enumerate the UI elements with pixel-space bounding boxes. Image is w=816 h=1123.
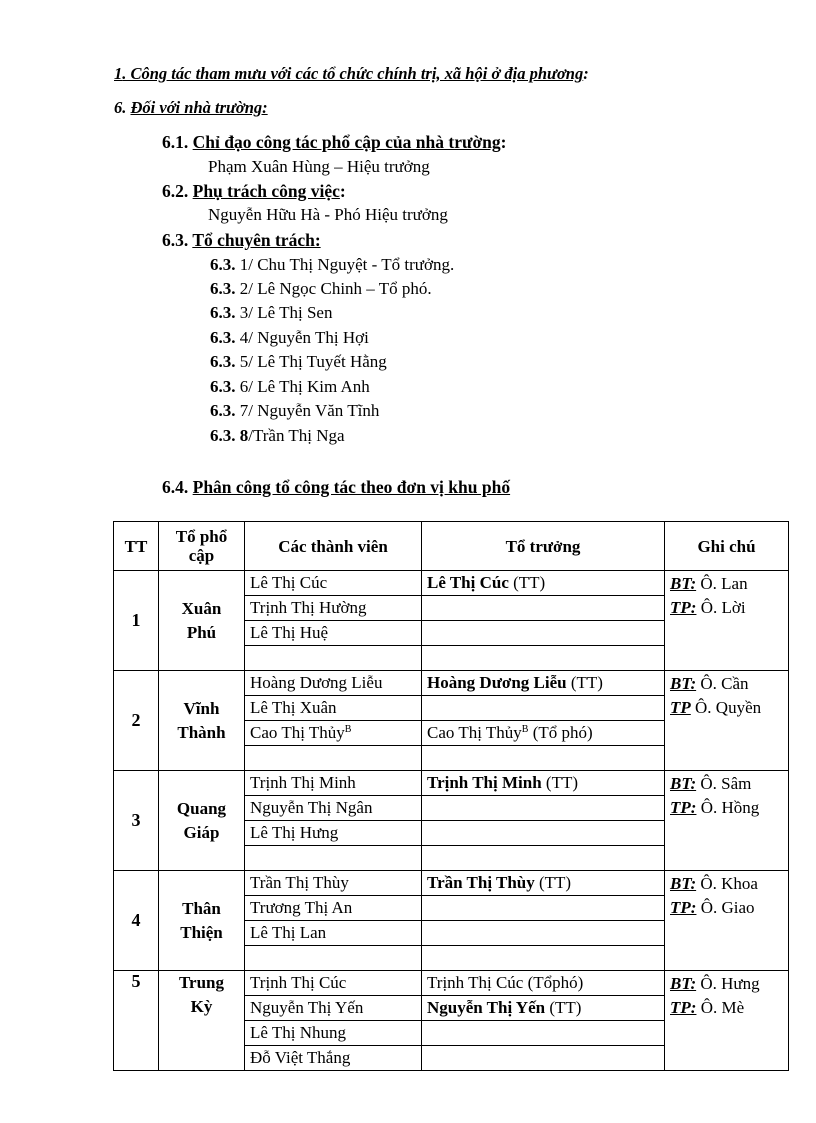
area-line2: Thiện bbox=[180, 922, 223, 942]
section-6-1-person: Phạm Xuân Hùng – Hiệu trưởng bbox=[208, 157, 430, 176]
member-cell bbox=[245, 846, 422, 871]
group-area bbox=[159, 771, 245, 871]
member-item bbox=[210, 400, 379, 422]
area-line1: Vĩnh bbox=[183, 698, 220, 718]
bt-label: BT: bbox=[670, 974, 697, 993]
table-row bbox=[114, 971, 789, 996]
tp-value: Ô. Mè bbox=[696, 998, 745, 1017]
member-cell: Lê Thị Huệ bbox=[245, 621, 422, 646]
member-item bbox=[210, 302, 332, 324]
area-line1: Xuân bbox=[181, 598, 222, 618]
note-cell bbox=[665, 771, 789, 871]
heading-1-text: . Công tác tham mưu với các tổ chức chính trị, xã hội ở địa phương bbox=[122, 64, 584, 83]
tp-label: TP bbox=[670, 698, 691, 717]
member-cell: Trịnh Thị Hường bbox=[245, 596, 422, 621]
member-cell: Hoàng Dương Liễu bbox=[245, 671, 422, 696]
member-item bbox=[210, 376, 370, 398]
leader-name: Cao Thị Thủy bbox=[427, 723, 522, 742]
leader-cell: Trịnh Thị Cúc (Tổphó) bbox=[422, 971, 665, 996]
leader-cell bbox=[422, 746, 665, 771]
section-6-2-number: 6.2. bbox=[162, 181, 193, 201]
tp-label: TP: bbox=[670, 998, 697, 1017]
table-row bbox=[114, 771, 789, 796]
heading-1-colon: : bbox=[583, 64, 589, 83]
member-text: /Trần Thị Nga bbox=[248, 426, 345, 445]
leader-name: Trần Thị Thùy bbox=[427, 873, 535, 892]
group-number: 4 bbox=[114, 871, 159, 971]
leader-cell bbox=[422, 796, 665, 821]
heading-2-text: Đối với nhà trường: bbox=[130, 98, 268, 117]
group-area bbox=[159, 571, 245, 671]
bt-value: Ô. Lan bbox=[696, 574, 748, 593]
leader-cell bbox=[422, 871, 665, 896]
table-row bbox=[114, 571, 789, 596]
leader-name: Lê Thị Cúc bbox=[427, 573, 509, 592]
member-cell bbox=[245, 746, 422, 771]
member-item bbox=[210, 327, 369, 349]
member-cell: Trịnh Thị Minh bbox=[245, 771, 422, 796]
header-tt: TT bbox=[114, 522, 159, 571]
section-6-1-number: 6.1. bbox=[162, 132, 193, 152]
section-6-3-text: Tổ chuyên trách: bbox=[192, 230, 321, 250]
member-item bbox=[210, 254, 454, 276]
tp-label: TP: bbox=[670, 598, 697, 617]
member-number: 6.3. bbox=[210, 377, 240, 396]
bt-label: BT: bbox=[670, 674, 697, 693]
section-6-2-text: Phụ trách công việc bbox=[192, 181, 340, 201]
member-text: 7/ Nguyễn Văn Tĩnh bbox=[239, 401, 380, 420]
section-6-4-title bbox=[162, 476, 510, 498]
leader-role: (TT) bbox=[545, 998, 582, 1017]
section-6-4-number: 6.4. bbox=[162, 477, 193, 497]
member-cell bbox=[245, 646, 422, 671]
leader-cell bbox=[422, 671, 665, 696]
member-cell: Lê Thị Hưng bbox=[245, 821, 422, 846]
tp-label: TP: bbox=[670, 798, 697, 817]
leader-cell bbox=[422, 596, 665, 621]
tp-label: TP: bbox=[670, 898, 697, 917]
group-number: 1 bbox=[114, 571, 159, 671]
leader-cell bbox=[422, 771, 665, 796]
bt-label: BT: bbox=[670, 774, 697, 793]
bt-value: Ô. Sâm bbox=[696, 774, 752, 793]
header-to-pho-cap-line2: cập bbox=[188, 546, 215, 565]
member-cell: Lê Thị Lan bbox=[245, 921, 422, 946]
member-text: 6/ Lê Thị Kim Anh bbox=[239, 377, 370, 396]
header-leader: Tổ trưởng bbox=[422, 522, 665, 571]
section-6-1-title bbox=[162, 131, 506, 153]
leader-role: (TT) bbox=[534, 873, 572, 892]
member-cell: Trương Thị An bbox=[245, 896, 422, 921]
leader-name: Hoàng Dương Liễu bbox=[427, 673, 567, 692]
bt-label: BT: bbox=[670, 874, 697, 893]
leader-cell bbox=[422, 996, 665, 1021]
member-number: 6.3. bbox=[210, 328, 240, 347]
group-area bbox=[159, 671, 245, 771]
tp-value: Ô. Giao bbox=[696, 898, 755, 917]
area-line2: Giáp bbox=[183, 822, 220, 842]
member-item bbox=[210, 278, 432, 300]
group-area bbox=[159, 871, 245, 971]
group-number: 2 bbox=[114, 671, 159, 771]
area-line1: Quang bbox=[176, 798, 227, 818]
section-6-3-title bbox=[162, 229, 321, 251]
section-6-2-colon: : bbox=[339, 181, 346, 201]
table-header-row bbox=[114, 522, 789, 571]
heading-1-number: 1 bbox=[114, 64, 123, 83]
member-number: 6.3. bbox=[210, 401, 240, 420]
member-cell: Lê Thị Nhung bbox=[245, 1021, 422, 1046]
heading-2-number: 6. bbox=[114, 98, 131, 117]
section-6-2-title bbox=[162, 180, 346, 202]
leader-name: Nguyễn Thị Yến bbox=[427, 998, 546, 1017]
member-text: 5/ Lê Thị Tuyết Hằng bbox=[239, 352, 387, 371]
member-number: 6.3. 8 bbox=[210, 426, 249, 445]
bt-value: Ô. Cần bbox=[696, 674, 749, 693]
member-text: 3/ Lê Thị Sen bbox=[239, 303, 333, 322]
leader-name: Trịnh Thị Minh bbox=[427, 773, 542, 792]
heading-1 bbox=[114, 63, 589, 85]
leader-cell bbox=[422, 721, 665, 746]
section-6-3-number: 6.3. bbox=[162, 230, 193, 250]
table-row bbox=[114, 671, 789, 696]
member-cell bbox=[245, 721, 422, 746]
note-cell bbox=[665, 671, 789, 771]
header-note: Ghi chú bbox=[665, 522, 789, 571]
assignment-table bbox=[113, 521, 789, 1071]
tp-value: Ô. Quyền bbox=[690, 698, 762, 717]
group-area bbox=[159, 971, 245, 1071]
member-superscript: B bbox=[344, 724, 352, 735]
section-6-4-text: Phân công tổ công tác theo đơn vị khu phố bbox=[192, 477, 511, 497]
leader-cell bbox=[422, 1046, 665, 1071]
leader-cell bbox=[422, 921, 665, 946]
leader-role: (TT) bbox=[566, 673, 603, 692]
leader-role: (TT) bbox=[541, 773, 578, 792]
note-cell bbox=[665, 571, 789, 671]
leader-cell bbox=[422, 846, 665, 871]
bt-value: Ô. Hưng bbox=[696, 974, 760, 993]
leader-cell bbox=[422, 571, 665, 596]
area-line1: Trung bbox=[178, 973, 225, 992]
member-number: 6.3. bbox=[210, 279, 240, 298]
member-cell: Lê Thị Cúc bbox=[245, 571, 422, 596]
leader-role: (Tổ phó) bbox=[528, 723, 593, 742]
area-line1: Thân bbox=[182, 898, 221, 918]
member-name: Cao Thị Thủy bbox=[250, 723, 345, 742]
member-number: 6.3. bbox=[210, 303, 240, 322]
member-item bbox=[210, 351, 387, 373]
leader-cell bbox=[422, 946, 665, 971]
member-cell: Nguyễn Thị Yến bbox=[245, 996, 422, 1021]
leader-cell bbox=[422, 1021, 665, 1046]
member-cell: Lê Thị Xuân bbox=[245, 696, 422, 721]
tp-value: Ô. Hồng bbox=[696, 798, 760, 817]
heading-2 bbox=[114, 97, 268, 119]
member-number: 6.3. bbox=[210, 352, 240, 371]
section-6-1-text: Chỉ đạo công tác phổ cập của nhà trường bbox=[192, 132, 501, 152]
member-cell: Nguyễn Thị Ngân bbox=[245, 796, 422, 821]
bt-value: Ô. Khoa bbox=[696, 874, 758, 893]
member-text: 4/ Nguyễn Thị Hợi bbox=[239, 328, 369, 347]
header-to-pho-cap bbox=[159, 522, 245, 571]
area-line2: Kỳ bbox=[190, 997, 213, 1016]
member-text: 2/ Lê Ngọc Chinh – Tổ phó. bbox=[239, 279, 432, 298]
leader-cell bbox=[422, 696, 665, 721]
leader-role: (TT) bbox=[508, 573, 546, 592]
note-cell bbox=[665, 971, 789, 1071]
header-members: Các thành viên bbox=[245, 522, 422, 571]
note-cell bbox=[665, 871, 789, 971]
leader-cell bbox=[422, 621, 665, 646]
area-line2: Thành bbox=[177, 722, 226, 742]
section-6-1-colon: : bbox=[500, 132, 507, 152]
leader-cell bbox=[422, 821, 665, 846]
area-line2: Phú bbox=[186, 622, 217, 642]
table-row bbox=[114, 871, 789, 896]
group-number: 5 bbox=[114, 971, 159, 1071]
group-number: 3 bbox=[114, 771, 159, 871]
header-to-pho-cap-line1: Tổ phổ bbox=[175, 527, 228, 546]
bt-label: BT: bbox=[670, 574, 697, 593]
member-item bbox=[210, 425, 345, 447]
leader-cell bbox=[422, 896, 665, 921]
section-6-2-person: Nguyễn Hữu Hà - Phó Hiệu trưởng bbox=[208, 205, 448, 224]
member-number: 6.3. bbox=[210, 255, 240, 274]
member-cell: Trần Thị Thùy bbox=[245, 871, 422, 896]
leader-cell bbox=[422, 646, 665, 671]
member-cell: Đỗ Việt Thắng bbox=[245, 1046, 422, 1071]
member-text: 1/ Chu Thị Nguyệt - Tổ trưởng. bbox=[239, 255, 455, 274]
leader-superscript: B bbox=[521, 724, 529, 735]
member-cell: Trịnh Thị Cúc bbox=[245, 971, 422, 996]
member-cell bbox=[245, 946, 422, 971]
tp-value: Ô. Lời bbox=[696, 598, 746, 617]
